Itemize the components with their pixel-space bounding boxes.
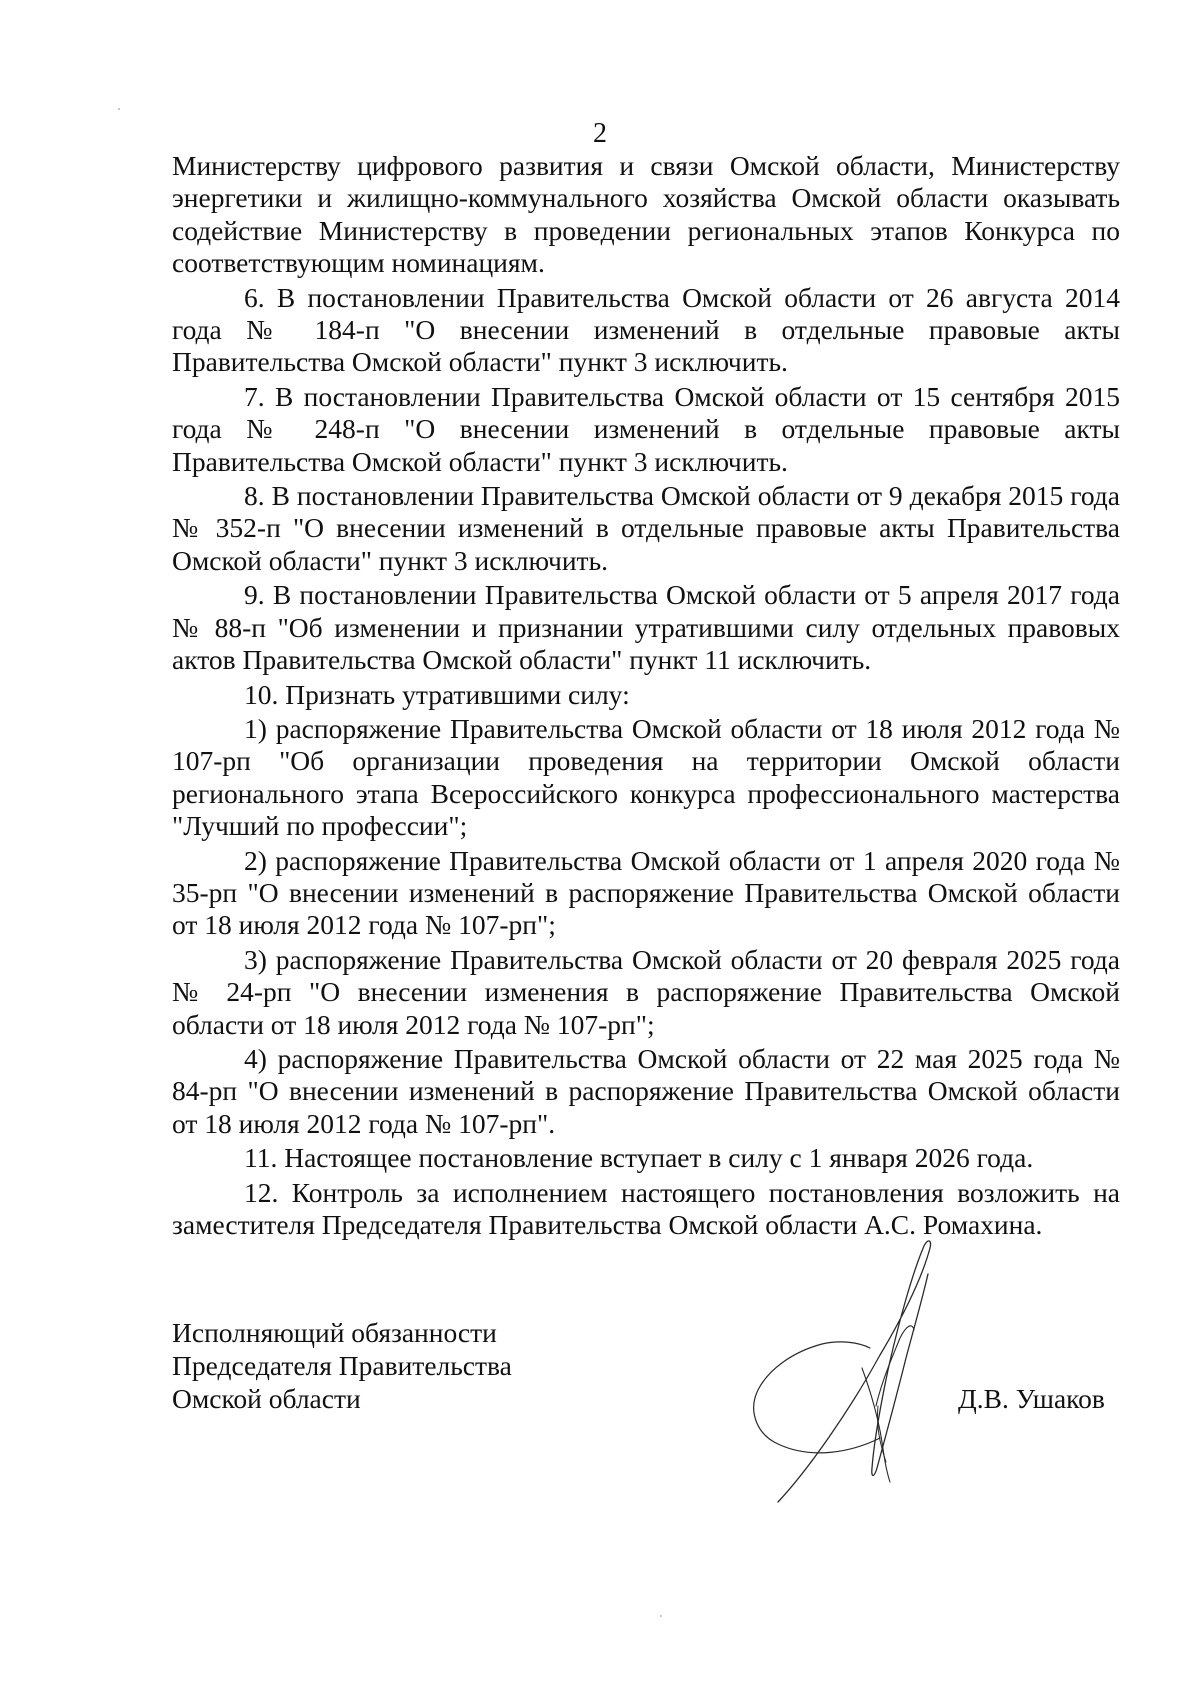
- signatory-title-line: Исполняющий обязанности: [172, 1317, 497, 1348]
- paragraph-continuation: Министерству цифрового развития и связи Омской области, Министерству энергетики и жилищно-коммунального хозяйства Омской области оказывать содействие Министерству в проведении региональных этапов Конкурса по соответствующим номинациям.: [172, 150, 1120, 279]
- paragraph-item-12: 12. Контроль за исполнением настоящего постановления возложить на заместителя Председателя Правительства Омской области А.С. Ромахина.: [172, 1176, 1120, 1240]
- paragraph-item-7: 7. В постановлении Правительства Омской области от 15 сентября 2015 года № 248-п "О внесении изменений в отдельные правовые акты Правительства Омской области" пункт 3 исключить.: [172, 380, 1120, 477]
- scan-speck: [118, 108, 120, 110]
- paragraph-subitem-4: 4) распоряжение Правительства Омской области от 22 мая 2025 года № 84-рп "О внесении изменений в распоряжение Правительства Омской области от 18 июля 2012 года № 107-рп".: [172, 1042, 1120, 1139]
- paragraph-subitem-2: 2) распоряжение Правительства Омской области от 1 апреля 2020 года № 35-рп "О внесении изменений в распоряжение Правительства Омской области от 18 июля 2012 года № 107-рп";: [172, 844, 1120, 941]
- scan-speck: [660, 1615, 662, 1617]
- document-body: [172, 150, 1120, 1243]
- paragraph-item-9: 9. В постановлении Правительства Омской области от 5 апреля 2017 года № 88-п "Об изменении и признании утратившими силу отдельных правовых актов Правительства Омской области" пункт 11 исключить.: [172, 579, 1120, 676]
- page-number: 2: [593, 118, 607, 149]
- paragraph-item-10: 10. Признать утратившими силу:: [244, 678, 630, 710]
- signatory-title: [172, 1316, 512, 1415]
- handwritten-signature: [730, 1230, 1010, 1520]
- signatory-title-line: Омской области: [172, 1383, 361, 1414]
- paragraph-item-8: 8. В постановлении Правительства Омской области от 9 декабря 2015 года № 352-п "О внесении изменений в отдельные правовые акты Правительства Омской области" пункт 3 исключить.: [172, 480, 1120, 576]
- paragraph-item-11: 11. Настоящее постановление вступает в силу с 1 января 2026 года.: [244, 1142, 1034, 1174]
- paragraph-subitem-1: 1) распоряжение Правительства Омской области от 18 июля 2012 года № 107-рп "Об организации проведения на территории Омской области регионального этапа Всероссийского конкурса профессионального мастерства "Лучший по профессии";: [172, 712, 1120, 842]
- signatory-title-line: Председателя Правительства: [172, 1350, 512, 1381]
- paragraph-item-6: 6. В постановлении Правительства Омской области от 26 августа 2014 года № 184-п "О внесении изменений в отдельные правовые акты Правительства Омской области" пункт 3 исключить.: [172, 281, 1120, 378]
- signatory-name: Д.В. Ушаков: [958, 1383, 1105, 1414]
- paragraph-subitem-3: 3) распоряжение Правительства Омской области от 20 февраля 2025 года № 24-рп "О внесении изменения в распоряжение Правительства Омской области от 18 июля 2012 года № 107-рп";: [172, 943, 1120, 1040]
